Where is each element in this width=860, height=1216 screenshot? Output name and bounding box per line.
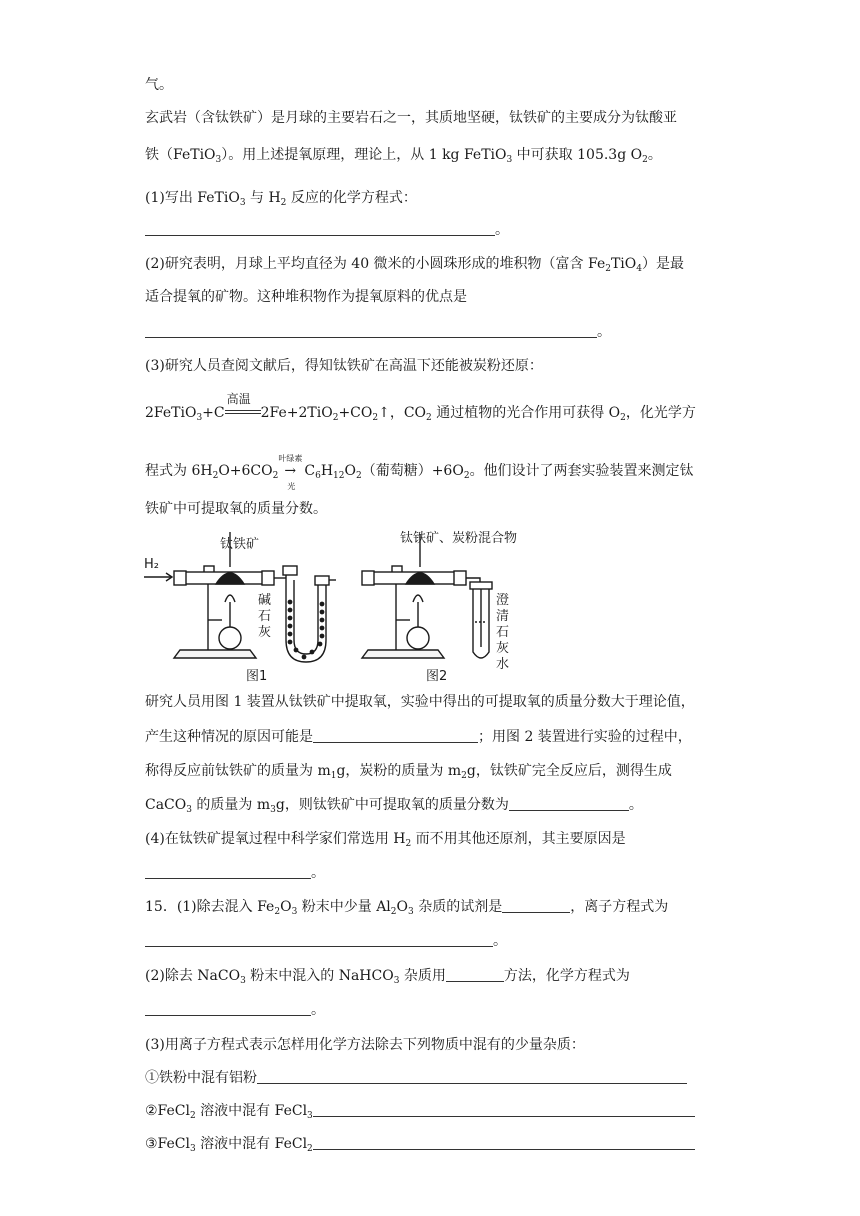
fig1-sample-label: 钛铁矿 <box>220 537 260 552</box>
answer-line: 。 <box>145 863 325 883</box>
reaction-condition: 高温 <box>225 403 261 423</box>
answer-blank[interactable] <box>313 1102 695 1117</box>
text-line: CaCO$_3$ 的质量为 $m_3g$，则钛铁矿中可提取氧的质量分数为 。 <box>145 797 643 815</box>
fig2-caption: 图2 <box>426 669 448 684</box>
text-line: 产生这种情况的原因可能是 ；用图 2 装置进行实验的过程中， <box>145 729 692 745</box>
question-2: (2)研究表明，月球上平均直径为 40 微米的小圆珠形成的堆积物（富含 $Fe_2TiO_4$）是最 <box>145 256 684 274</box>
fig2-reagent-label-1: 澄 <box>496 593 510 608</box>
text-line: 玄武岩（含钛铁矿）是月球的主要岩石之一，其质地坚硬，钛铁矿的主要成分为钛酸亚 <box>145 110 677 126</box>
apparatus-figure <box>140 522 560 687</box>
fig2-sample-label: 钛铁矿、炭粉混合物 <box>400 531 518 546</box>
answer-blank[interactable] <box>509 796 629 811</box>
answer-blank[interactable] <box>502 898 570 913</box>
answer-blank[interactable] <box>145 864 311 879</box>
answer-line: 。 <box>145 322 611 342</box>
text-line: 称得反应前钛铁矿的质量为 $m_1g$，炭粉的质量为 $m_2g$，钛铁矿完全反应后，测得生成 <box>145 763 672 781</box>
question-3: (3)研究人员查阅文献后，得知钛铁矿在高温下还能被炭粉还原： <box>145 358 543 374</box>
question-15-2: (2)除去 NaCO$_3$ 粉末中混入的 NaHCO$_3$ 杂质用 方法，化学方程式为 <box>145 968 630 986</box>
fig2-reagent-label-2: 清 <box>496 609 510 624</box>
question-4: (4)在钛铁矿提氧过程中科学家们常选用 $H_2$ 而不用其他还原剂，其主要原因是 <box>145 831 626 849</box>
figure-2 <box>362 534 492 658</box>
answer-blank[interactable] <box>145 323 597 338</box>
answer-line: 。 <box>145 1000 325 1020</box>
fig1-absorbent-label-1: 碱 <box>258 593 272 608</box>
fig2-reagent-label-4: 灰 <box>496 641 510 656</box>
equation-line: 2FeTiO$_3$+C 高温 $2Fe+2TiO_2+CO_2↑$，$CO_2$ 通过植物的光合作用可获得 $O_2$，化光学方 <box>145 392 696 423</box>
answer-blank[interactable] <box>257 1069 687 1084</box>
answer-blank[interactable] <box>145 221 495 236</box>
fig2-reagent-label-5: 水 <box>496 657 510 672</box>
answer-line: 。 <box>145 220 509 240</box>
answer-blank[interactable] <box>313 728 478 743</box>
text-line: 铁矿中可提取氧的质量分数。 <box>145 501 327 517</box>
fig1-h2-label: H₂ <box>144 557 159 572</box>
text-line: 铁（FeTiO$_3$）。用上述提氧原理，理论上，从 1 kg FeTiO$_3$ 中可获取 105.3g $O_2$。 <box>145 147 662 165</box>
text-line: 适合提氧的矿物。这种堆积物作为提氧原料的优点是 <box>145 289 467 305</box>
fig1-absorbent-label-3: 灰 <box>258 625 272 640</box>
question-15-3: (3)用离子方程式表示怎样用化学方法除去下列物质中混有的少量杂质： <box>145 1037 585 1053</box>
text-line: 研究人员用图 1 装置从钛铁矿中提取氧，实验中得出的可提取氧的质量分数大于理论值， <box>145 694 695 710</box>
answer-blank[interactable] <box>446 967 504 982</box>
answer-line: 。 <box>145 931 507 951</box>
answer-blank[interactable] <box>145 932 493 947</box>
answer-blank[interactable] <box>313 1135 695 1150</box>
reaction-condition: 叶绿素 → 光 <box>278 454 303 491</box>
answer-blank[interactable] <box>145 1001 311 1016</box>
sub-question: ①铁粉中混有铝粉 <box>145 1068 687 1088</box>
question-1: (1)写出 FeTiO$_3$ 与 $H_2$ 反应的化学方程式： <box>145 190 417 208</box>
equation-line: 程式为 $6H_2O+6CO_2$ 叶绿素 → 光 $C_6H_{12}O_2$（葡萄糖）$+6O_2$。他们设计了两套实验装置来测定钛 <box>145 454 694 491</box>
fig2-reagent-label-3: 石 <box>496 625 510 640</box>
question-15-1: 15．(1)除去混入 $Fe_2O_3$ 粉末中少量 $Al_2O_3$ 杂质的试剂是 ，离子方程式为 <box>145 899 669 917</box>
sub-question: ③FeCl$_3$ 溶液中混有 FeCl$_2$ <box>145 1134 695 1159</box>
fig1-absorbent-label-2: 石 <box>258 609 272 624</box>
fig1-caption: 图1 <box>246 669 268 684</box>
text-line: 气。 <box>145 77 173 93</box>
sub-question: ②FeCl$_2$ 溶液中混有 FeCl$_3$ <box>145 1101 695 1126</box>
